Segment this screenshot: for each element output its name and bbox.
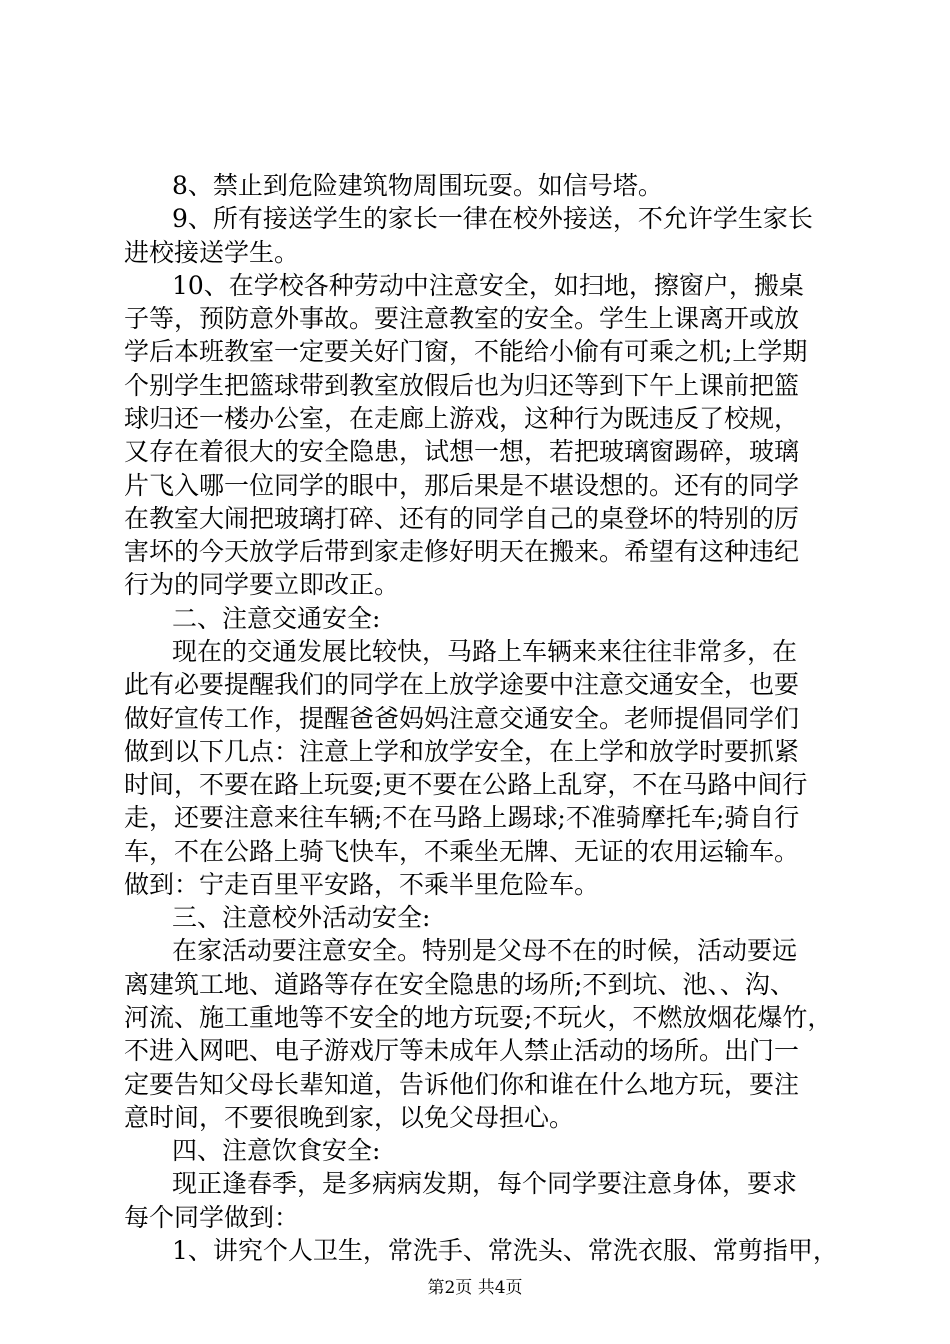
paragraph-line: 害坏的今天放学后带到家走修好明天在搬来。希望有这种违纪 — [124, 537, 800, 566]
section-heading: 三、注意校外活动安全: — [172, 903, 431, 932]
paragraph-line: 河流、施工重地等不安全的地方玩耍;不玩火，不燃放烟花爆竹， — [124, 1003, 833, 1032]
paragraph-line: 个别学生把篮球带到教室放假后也为归还等到下午上课前把篮 — [124, 371, 800, 400]
paragraph-line: 现正逢春季，是多病病发期，每个同学要注意身体，要求 — [172, 1169, 798, 1198]
paragraph-line: 此有必要提醒我们的同学在上放学途要中注意交通安全，也要 — [124, 670, 800, 699]
paragraph-line: 意时间，不要很晚到家，以免父母担心。 — [124, 1103, 575, 1132]
paragraph-line: 球归还一楼办公室，在走廊上游戏，这种行为既违反了校规， — [124, 404, 800, 433]
paragraph-line: 现在的交通发展比较快，马路上车辆来来往往非常多，在 — [172, 637, 798, 666]
paragraph-line: 又存在着很大的安全隐患，试想一想，若把玻璃窗踢碎，玻璃 — [124, 437, 800, 466]
paragraph-line: 9、所有接送学生的家长一律在校外接送，不允许学生家长 — [172, 204, 813, 233]
paragraph-line: 子等，预防意外事故。要注意教室的安全。学生上课离开或放 — [124, 304, 800, 333]
paragraph-line: 每个同学做到： — [124, 1203, 300, 1232]
paragraph-line: 定要告知父母长辈知道，告诉他们你和谁在什么地方玩，要注 — [124, 1070, 800, 1099]
paragraph-line: 时间，不要在路上玩耍;更不要在公路上乱穿，不在马路中间行 — [124, 770, 808, 799]
page-number-footer: 第2页 共4页 — [427, 1278, 523, 1298]
paragraph-line: 片飞入哪一位同学的眼中，那后果是不堪设想的。还有的同学 — [124, 471, 800, 500]
section-heading: 四、注意饮食安全: — [172, 1136, 381, 1165]
paragraph-line: 行为的同学要立即改正。 — [124, 570, 400, 599]
paragraph-line: 学后本班教室一定要关好门窗，不能给小偷有可乘之机;上学期 — [124, 337, 808, 366]
paragraph-line: 做到以下几点：注意上学和放学安全，在上学和放学时要抓紧 — [124, 737, 800, 766]
paragraph-line: 1、讲究个人卫生，常洗手、常洗头、常洗衣服、常剪指甲， — [172, 1236, 838, 1265]
paragraph-line: 不进入网吧、电子游戏厅等未成年人禁止活动的场所。出门一 — [124, 1036, 800, 1065]
paragraph-line: 走，还要注意来往车辆;不在马路上踢球;不准骑摩托车;骑自行 — [124, 803, 800, 832]
paragraph-line: 8、禁止到危险建筑物周围玩耍。如信号塔。 — [172, 171, 663, 200]
paragraph-line: 做到：宁走百里平安路，不乘半里危险车。 — [124, 870, 600, 899]
section-heading: 二、注意交通安全: — [172, 604, 381, 633]
paragraph-line: 做好宣传工作，提醒爸爸妈妈注意交通安全。老师提倡同学们 — [124, 704, 800, 733]
paragraph-line: 在家活动要注意安全。特别是父母不在的时候，活动要远 — [172, 936, 798, 965]
paragraph-line: 在教室大闹把玻璃打碎、还有的同学自己的桌登坏的特别的厉 — [124, 504, 800, 533]
paragraph-line: 离建筑工地、道路等存在安全隐患的场所;不到坑、池、、沟、 — [124, 970, 795, 999]
paragraph-line: 10、在学校各种劳动中注意安全，如扫地，擦窗户，搬桌 — [172, 271, 804, 300]
paragraph-line: 进校接送学生。 — [124, 238, 300, 267]
paragraph-line: 车，不在公路上骑飞快车，不乘坐无牌、无证的农用运输车。 — [124, 837, 800, 866]
